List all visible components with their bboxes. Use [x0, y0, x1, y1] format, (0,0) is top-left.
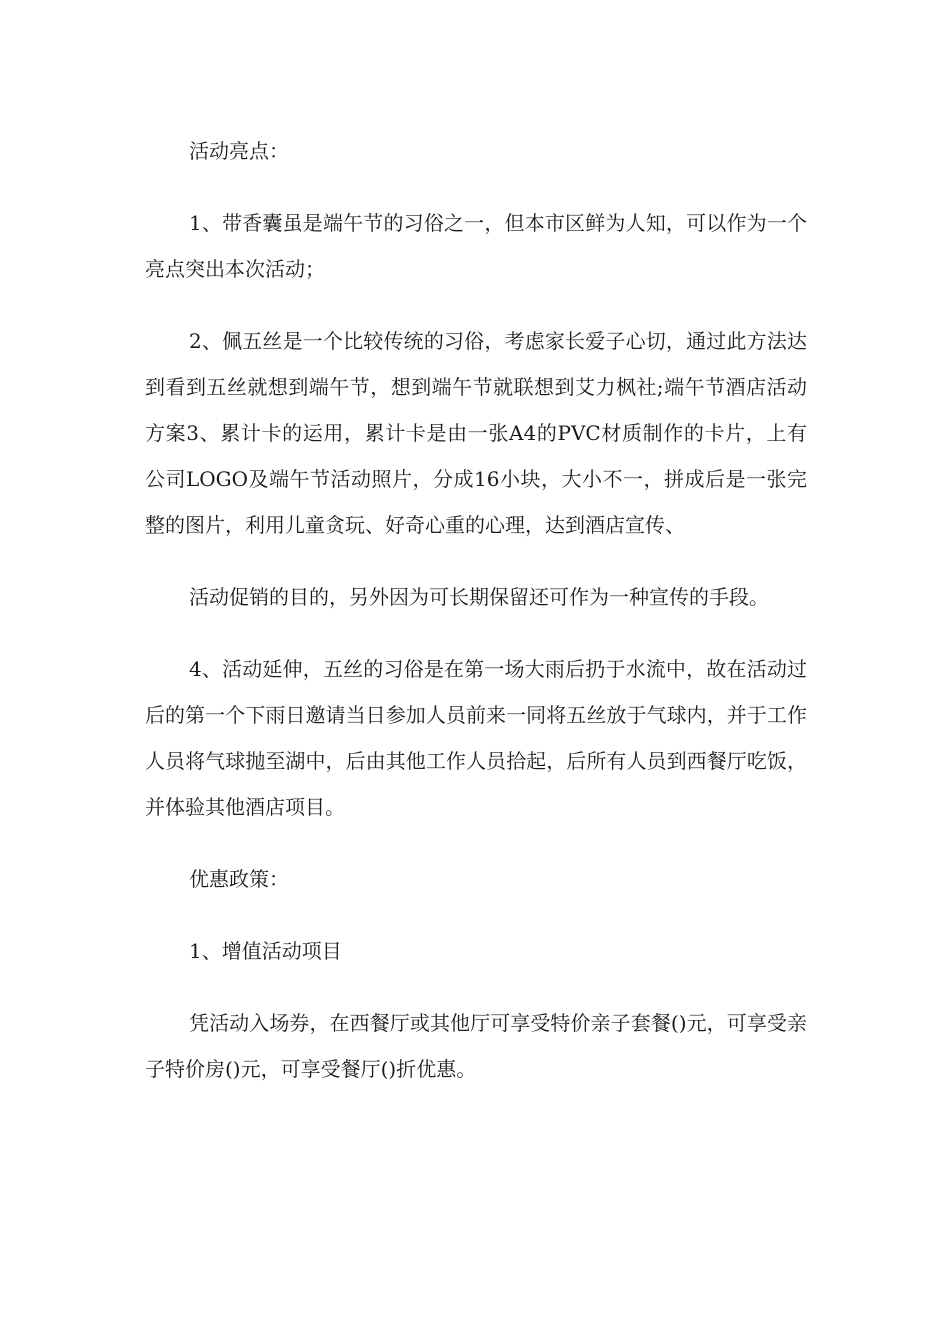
section-heading-discount-policy: 优惠政策： — [189, 867, 289, 891]
paragraph-activity-extension: 4、活动延伸，五丝的习俗是在第一场大雨后扔于水流中，故在活动过后的第一个下雨日邀请当日参加人员前来一同将五丝放于气球内，并于工作人员将气球抛至湖中，后由其他工作人员拾起，后所有人员到西餐厅吃饭，并体验其他酒店项目。 — [145, 657, 807, 819]
paragraph-ticket-offers: 凭活动入场券，在西餐厅或其他厅可享受特价亲子套餐()元，可享受亲子特价房()元，可享受餐厅()折优惠。 — [145, 1011, 807, 1081]
paragraph-sachet: 1、带香囊虽是端午节的习俗之一，但本市区鲜为人知，可以作为一个亮点突出本次活动； — [145, 211, 807, 281]
section-heading-highlights: 活动亮点： — [189, 139, 289, 163]
paragraph-promotion-purpose: 活动促销的目的，另外因为可长期保留还可作为一种宣传的手段。 — [189, 585, 769, 609]
paragraph-five-silk: 2、佩五丝是一个比较传统的习俗，考虑家长爱子心切，通过此方法达到看到五丝就想到端午节，想到端午节就联想到艾力枫社;端午节酒店活动方案3、累计卡的运用，累计卡是由一张A4的PVC材质制作的卡片，上有公司LOGO及端午节活动照片，分成16小块，大小不一，拼成后是一张完整的图片，利用儿童贪玩、好奇心重的心理，达到酒店宣传、 — [145, 329, 807, 537]
document-body — [145, 128, 807, 1118]
subheading-value-added-items: 1、增值活动项目 — [189, 939, 342, 963]
